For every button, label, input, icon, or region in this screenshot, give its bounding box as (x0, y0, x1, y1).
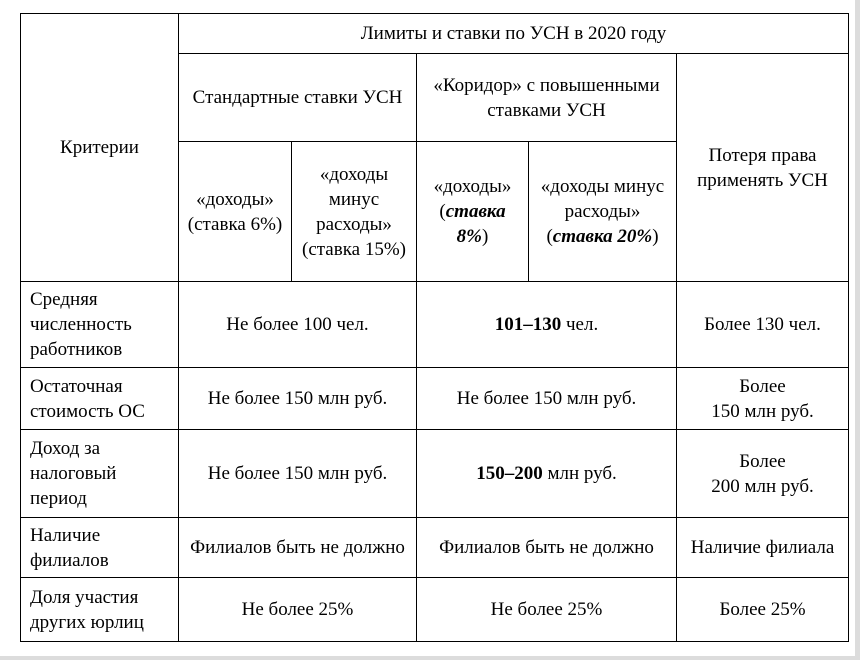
std-income-rate: (ставка 6%) (187, 213, 283, 235)
standard-cell: Не более 150 млн руб. (179, 430, 417, 518)
criterion-cell: Средняя численность работников (21, 282, 179, 368)
cor-income-exp-rate-open: ( (546, 226, 553, 247)
corridor-bold-value: 101–130 (494, 314, 562, 335)
cor-income-exp-rate-close: ) (652, 226, 659, 247)
loss-cell (677, 430, 849, 518)
table-row (21, 430, 849, 518)
criterion-cell: Остаточная стоимость ОС (21, 368, 179, 430)
corridor-cell (417, 430, 677, 518)
cor-income-rate: ставка 8% (445, 201, 506, 247)
standard-cell: Не более 25% (179, 578, 417, 642)
corridor-cell: Не более 25% (417, 578, 677, 642)
loss-of-right-header: Потеря права применять УСН (677, 54, 849, 282)
corridor-income-header (417, 142, 529, 282)
corridor-rates-header: «Коридор» с повышенными ставками УСН (417, 54, 677, 142)
std-income-name: «доходы» (196, 188, 274, 210)
std-income-header (179, 142, 292, 282)
corridor-unit: чел. (561, 314, 599, 335)
criterion-cell: Наличие филиалов (21, 518, 179, 578)
header-row-title (21, 14, 849, 54)
usn-limits-table (20, 13, 849, 642)
std-income-exp-name: «доходы минус расходы» (316, 163, 392, 235)
corridor-cell: Филиалов быть не должно (417, 518, 677, 578)
loss-line-1: Более (739, 450, 786, 472)
cor-income-exp-name: «доходы минус расходы» (540, 176, 665, 222)
table-row (21, 578, 849, 642)
loss-line-2: 200 млн руб. (711, 475, 814, 497)
standard-cell: Филиалов быть не должно (179, 518, 417, 578)
loss-cell: Более 25% (677, 578, 849, 642)
table-title: Лимиты и ставки по УСН в 2020 году (179, 14, 849, 54)
corridor-unit: млн руб. (542, 463, 617, 484)
table-row (21, 368, 849, 430)
cor-income-exp-rate: ставка 20% (552, 226, 653, 247)
loss-line-1: Более (739, 375, 786, 397)
std-income-exp-rate: (ставка 15%) (302, 238, 406, 260)
table-row (21, 282, 849, 368)
corridor-bold-value: 150–200 (476, 463, 543, 484)
standard-cell: Не более 150 млн руб. (179, 368, 417, 430)
page-edge-shadow-bottom (0, 656, 860, 660)
standard-rates-header: Стандартные ставки УСН (179, 54, 417, 142)
criterion-cell: Доход за налоговый период (21, 430, 179, 518)
corridor-cell (417, 282, 677, 368)
criteria-header: Критерии (21, 14, 179, 282)
corridor-income-minus-expenses-header (529, 142, 677, 282)
std-income-minus-expenses-header (292, 142, 417, 282)
table-row (21, 518, 849, 578)
page-edge-shadow-right (855, 0, 860, 660)
standard-cell: Не более 100 чел. (179, 282, 417, 368)
loss-line-2: 150 млн руб. (711, 400, 814, 422)
criterion-cell: Доля участия других юрлиц (21, 578, 179, 642)
cor-income-name: «доходы» (433, 176, 512, 197)
loss-cell: Наличие филиала (677, 518, 849, 578)
loss-cell (677, 368, 849, 430)
cor-income-rate-open: ( (439, 201, 446, 222)
loss-cell: Более 130 чел. (677, 282, 849, 368)
cor-income-rate-close: ) (482, 226, 489, 247)
corridor-cell: Не более 150 млн руб. (417, 368, 677, 430)
